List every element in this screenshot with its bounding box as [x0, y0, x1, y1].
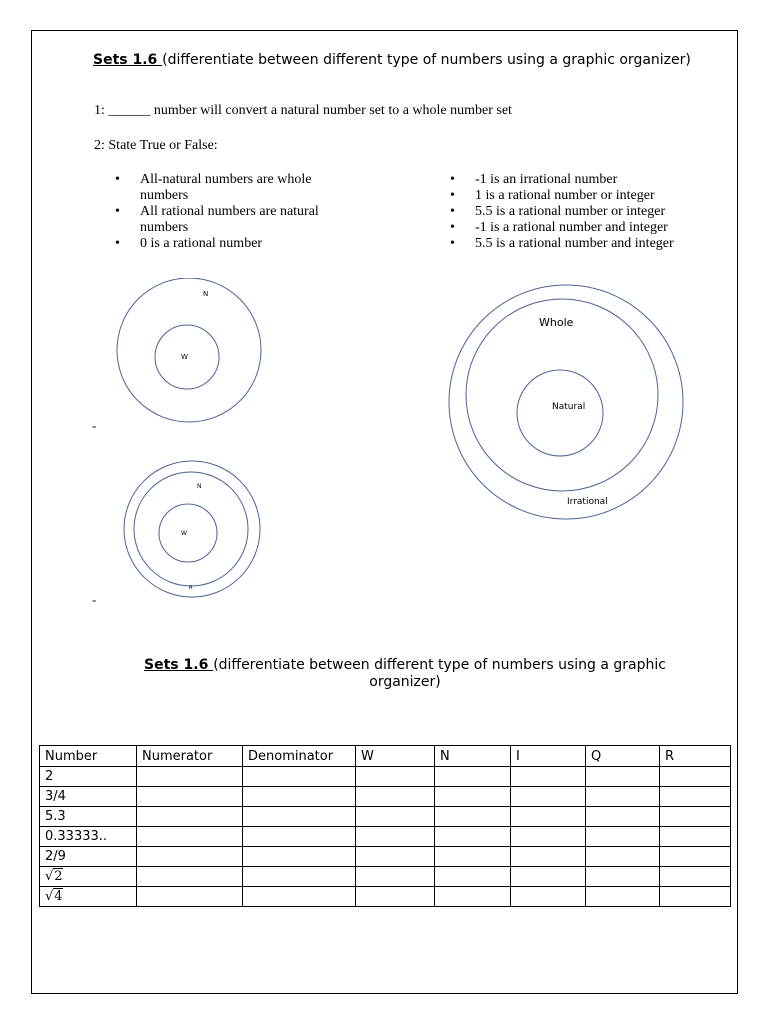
sqrt-radicand: 2: [54, 869, 63, 884]
label-natural: Natural: [552, 402, 586, 412]
sqrt-symbol: √: [45, 869, 54, 884]
heading-title: Sets 1.6: [93, 52, 163, 68]
answer-cell[interactable]: [356, 767, 435, 787]
column-header-number: Number: [40, 746, 137, 767]
answer-cell[interactable]: [243, 887, 356, 907]
number-cell-sqrt: [40, 887, 137, 907]
answer-cell[interactable]: [435, 767, 511, 787]
sqrt-symbol: √: [45, 889, 54, 904]
statement-item: • All-natural numbers are whole numbers: [115, 172, 345, 204]
table-header-row: [40, 746, 731, 767]
answer-cell[interactable]: [660, 767, 731, 787]
answer-cell[interactable]: [356, 807, 435, 827]
circle-natural: [517, 370, 603, 456]
statements-list-left: [115, 172, 345, 252]
venn-diagram-whole-natural-irrational: [448, 280, 698, 530]
heading-title: Sets 1.6: [144, 657, 214, 673]
answer-cell[interactable]: [137, 847, 243, 867]
circle-w: [159, 504, 217, 562]
column-header-denominator: Denominator: [243, 746, 356, 767]
statements-list-right: [450, 172, 750, 252]
worksheet-heading-repeat: [110, 657, 700, 691]
statement-item: • All rational numbers are natural numbers: [115, 204, 345, 236]
answer-cell[interactable]: [137, 807, 243, 827]
statement-item: • 0 is a rational number: [115, 236, 345, 252]
answer-cell[interactable]: [356, 787, 435, 807]
answer-cell[interactable]: [586, 847, 660, 867]
number-cell: 2/9: [40, 847, 137, 867]
answer-cell[interactable]: [243, 827, 356, 847]
column-header-w: W: [356, 746, 435, 767]
question-1: 1: ______ number will convert a natural number set to a whole number set: [94, 103, 512, 118]
number-cell-sqrt: [40, 867, 137, 887]
answer-cell[interactable]: [435, 807, 511, 827]
answer-cell[interactable]: [586, 827, 660, 847]
answer-cell[interactable]: [586, 887, 660, 907]
answer-cell[interactable]: [586, 767, 660, 787]
answer-cell[interactable]: [137, 787, 243, 807]
answer-cell[interactable]: [356, 867, 435, 887]
statement-item: • 5.5 is a rational number and integer: [450, 236, 750, 252]
number-cell: 0.33333..: [40, 827, 137, 847]
column-header-n: N: [435, 746, 511, 767]
answer-cell[interactable]: [137, 887, 243, 907]
circle-n: [134, 472, 248, 586]
table-row: [40, 827, 731, 847]
answer-cell[interactable]: [435, 787, 511, 807]
label-r: R: [189, 585, 193, 591]
answer-cell[interactable]: [660, 847, 731, 867]
sqrt-radicand: 4: [54, 889, 63, 904]
venn-diagram-r-n-w: [120, 455, 270, 605]
answer-cell[interactable]: [243, 867, 356, 887]
answer-cell[interactable]: [137, 767, 243, 787]
number-cell: 2: [40, 767, 137, 787]
answer-cell[interactable]: [435, 867, 511, 887]
label-irrational: Irrational: [567, 497, 608, 507]
answer-cell[interactable]: [137, 867, 243, 887]
answer-cell[interactable]: [511, 887, 586, 907]
answer-cell[interactable]: [511, 807, 586, 827]
answer-cell[interactable]: [243, 847, 356, 867]
worksheet-heading: [93, 52, 693, 68]
answer-cell[interactable]: [586, 787, 660, 807]
column-header-q: Q: [586, 746, 660, 767]
dash-marker: -: [92, 592, 97, 607]
column-header-r: R: [660, 746, 731, 767]
label-whole: Whole: [539, 316, 574, 329]
heading-subtitle: (differentiate between different type of numbers using a graphic organizer): [213, 657, 666, 690]
answer-cell[interactable]: [660, 867, 731, 887]
number-classification-table: [39, 745, 731, 907]
answer-cell[interactable]: [243, 807, 356, 827]
answer-cell[interactable]: [435, 847, 511, 867]
answer-cell[interactable]: [511, 827, 586, 847]
answer-cell[interactable]: [243, 767, 356, 787]
number-cell: 3/4: [40, 787, 137, 807]
label-n: N: [203, 290, 209, 298]
answer-cell[interactable]: [511, 847, 586, 867]
answer-cell[interactable]: [660, 807, 731, 827]
dash-marker: -: [92, 418, 97, 433]
table-row: [40, 767, 731, 787]
answer-cell[interactable]: [435, 827, 511, 847]
circle-n: [117, 278, 261, 422]
table-row: [40, 887, 731, 907]
venn-diagram-n-w: [110, 278, 270, 428]
answer-cell[interactable]: [511, 787, 586, 807]
answer-cell[interactable]: [356, 887, 435, 907]
statement-item: • -1 is a rational number and integer: [450, 220, 750, 236]
heading-subtitle: (differentiate between different type of numbers using a graphic organizer): [162, 52, 691, 68]
answer-cell[interactable]: [586, 867, 660, 887]
statement-item: • -1 is an irrational number: [450, 172, 750, 188]
answer-cell[interactable]: [660, 787, 731, 807]
table-row: [40, 787, 731, 807]
answer-cell[interactable]: [586, 807, 660, 827]
number-cell: 5.3: [40, 807, 137, 827]
answer-cell[interactable]: [137, 827, 243, 847]
statement-item: • 5.5 is a rational number or integer: [450, 204, 750, 220]
answer-cell[interactable]: [660, 827, 731, 847]
label-w: W: [181, 530, 187, 537]
answer-cell[interactable]: [243, 787, 356, 807]
column-header-i: I: [511, 746, 586, 767]
table-row: [40, 867, 731, 887]
table-row: [40, 807, 731, 827]
label-w: W: [181, 353, 188, 361]
answer-cell[interactable]: [435, 887, 511, 907]
question-2: 2: State True or False:: [94, 138, 218, 153]
circle-r: [124, 461, 260, 597]
column-header-numerator: Numerator: [137, 746, 243, 767]
answer-cell[interactable]: [356, 827, 435, 847]
statement-item: • 1 is a rational number or integer: [450, 188, 750, 204]
answer-cell[interactable]: [660, 887, 731, 907]
answer-cell[interactable]: [356, 847, 435, 867]
answer-cell[interactable]: [511, 867, 586, 887]
table-row: [40, 847, 731, 867]
answer-cell[interactable]: [511, 767, 586, 787]
label-n: N: [197, 483, 202, 490]
